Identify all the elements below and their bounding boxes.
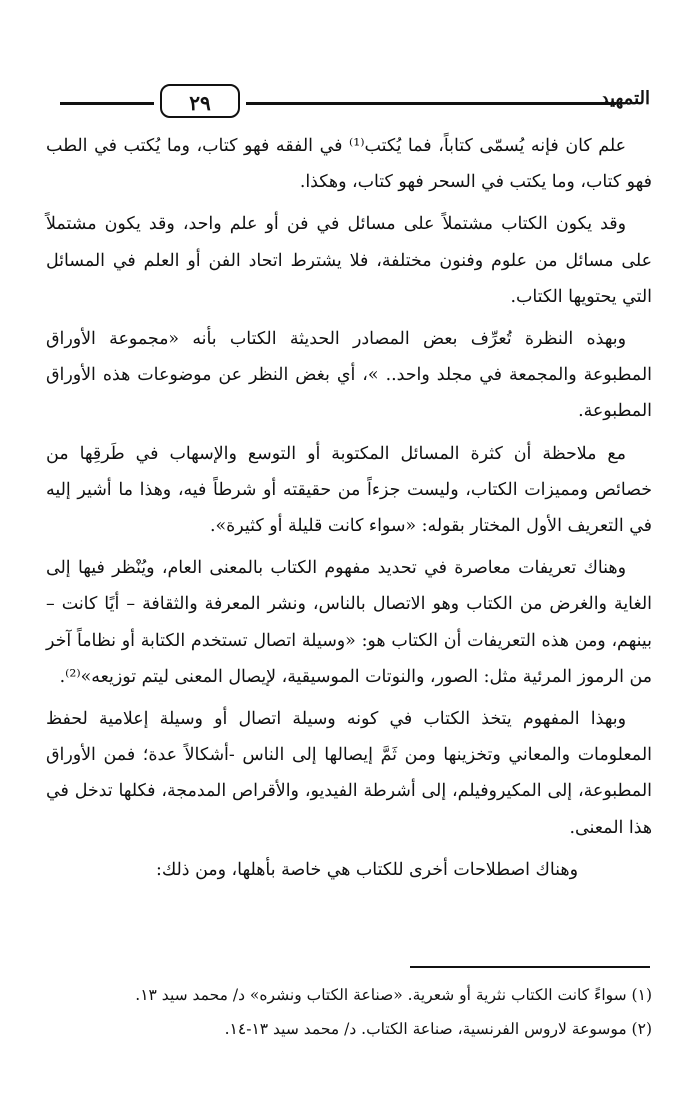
header-rule-right bbox=[246, 102, 616, 105]
page-number: ٢٩ bbox=[160, 84, 240, 118]
paragraph-5: وهناك تعريفات معاصرة في تحديد مفهوم الكتاب بالمعنى العام، ويُنْظر فيها إلى الغاية والغرض من الكتاب وهو الاتصال بالناس، ونشر المعرفة والثقافة – أيًا كانت – بينهم، ومن هذه التعريفات أن الكتاب هو: «وسيلة اتصال تستخدم الكتابة أو نظاماً آخر من الرموز المرئية مثل: الصور، والنوتات الموسيقية، لإيصال المعنى ليتم توزيعه»⁽²⁾. bbox=[46, 558, 652, 687]
paragraph-1: علم كان فإنه يُسمّى كتاباً، فما يُكتب⁽¹⁾ في الفقه فهو كتاب، وما يُكتب في الطب فهو كتاب، وما يكتب في السحر فهو كتاب، وهكذا. bbox=[46, 136, 652, 193]
header-rule-left bbox=[60, 102, 154, 105]
paragraph-3: وبهذه النظرة تُعرِّف بعض المصادر الحديثة الكتاب بأنه «مجموعة الأوراق المطبوعة والمجمعة في مجلد واحد.. »، أي بغض النظر عن موضوعات هذه الأوراق المطبوعة. bbox=[46, 329, 652, 422]
footnote-separator bbox=[410, 966, 650, 968]
footnote-1: (١) سواءً كانت الكتاب نثرية أو شعرية. «صناعة الكتاب ونشره» د/ محمد سيد ١٣. bbox=[135, 986, 652, 1004]
running-header bbox=[60, 84, 650, 124]
paragraph-2: وقد يكون الكتاب مشتملاً على مسائل في فن أو علم واحد، وقد يكون مشتملاً على مسائل من علوم وفنون مختلفة، فلا يشترط اتحاد الفن أو العلم في المسائل التي يحتويها الكتاب. bbox=[46, 214, 652, 307]
paragraph-4: مع ملاحظة أن كثرة المسائل المكتوبة أو التوسع والإسهاب في طَرقِها من خصائص ومميزات الكتاب، وليست جزءاً من حقيقته أو شرطاً فيه، وهذا ما أشير إليه في التعريف الأول المختار بقوله: «سواء كانت قليلة أو كثيرة». bbox=[46, 443, 652, 537]
paragraph-6: وبهذا المفهوم يتخذ الكتاب في كونه وسيلة اتصال أو وسيلة إعلامية لحفظ المعلومات والمعاني وتخزينها ومن ثَمَّ إيصالها إلى الناس -أشكالاً عدة؛ فمن الأوراق المطبوعة، إلى المكيروفيلم، إلى أشرطة الفيديو، والأقراص المدمجة، فكلها تدخل في هذا المعنى. bbox=[46, 709, 652, 838]
list-intro: وهناك اصطلاحات أخرى للكتاب هي خاصة بأهلها، ومن ذلك: bbox=[155, 859, 578, 880]
footnotes bbox=[46, 978, 652, 1046]
body-text bbox=[46, 128, 652, 894]
footnote-2: (٢) موسوعة لاروس الفرنسية، صناعة الكتاب. د/ محمد سيد ١٣-١٤. bbox=[224, 1020, 652, 1038]
chapter-title: التمهيد bbox=[600, 88, 650, 109]
